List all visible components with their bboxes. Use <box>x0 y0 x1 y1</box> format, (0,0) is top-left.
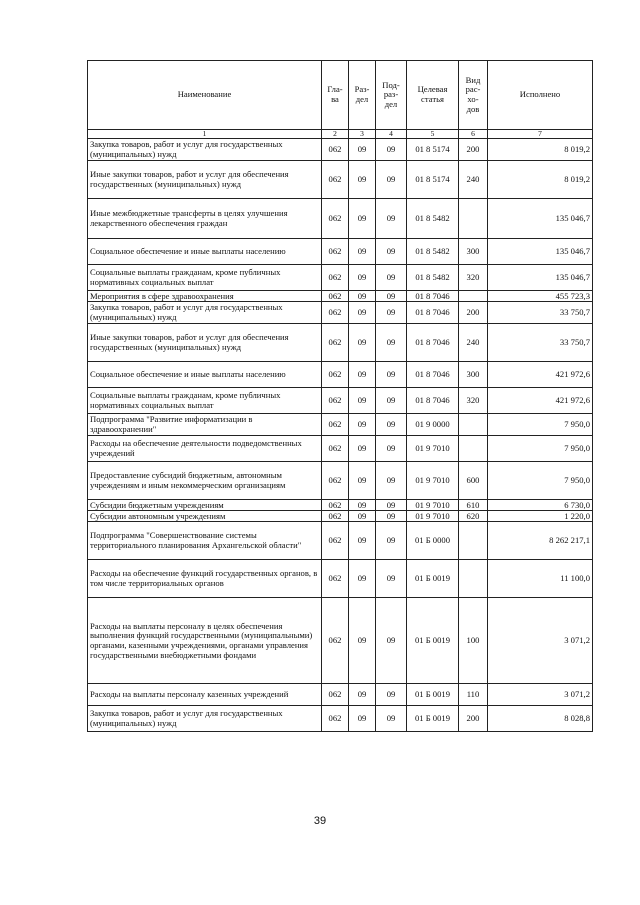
cell-ispolneno: 6 730,0 <box>488 500 593 511</box>
cell-vid: 300 <box>459 239 488 265</box>
cell-glava: 062 <box>322 706 349 732</box>
table-row <box>88 560 593 598</box>
cell-name: Иные межбюджетные трансферты в целях улучшения лекарственного обеспечения граждан <box>88 199 322 239</box>
table-row <box>88 436 593 462</box>
cell-glava: 062 <box>322 139 349 161</box>
cell-glava: 062 <box>322 199 349 239</box>
cell-name: Подпрограмма "Развитие информатизации в здравоохранении" <box>88 414 322 436</box>
table-row <box>88 324 593 362</box>
cell-celevaya: 01 8 7046 <box>407 291 459 302</box>
header-celevaya: Целевая статья <box>407 61 459 130</box>
cell-razdel: 09 <box>349 500 376 511</box>
cell-name: Предоставление субсидий бюджетным, автономным учреждениям и иным некоммерческим организациям <box>88 462 322 500</box>
cell-glava: 062 <box>322 388 349 414</box>
cell-ispolneno: 3 071,2 <box>488 598 593 684</box>
column-number: 1 <box>88 130 322 139</box>
cell-name: Закупка товаров, работ и услуг для государственных (муниципальных) нужд <box>88 139 322 161</box>
cell-razdel: 09 <box>349 598 376 684</box>
cell-podrazdel: 09 <box>376 500 407 511</box>
cell-podrazdel: 09 <box>376 239 407 265</box>
table-body <box>88 139 593 732</box>
cell-razdel: 09 <box>349 362 376 388</box>
cell-glava: 062 <box>322 500 349 511</box>
cell-ispolneno: 135 046,7 <box>488 265 593 291</box>
cell-vid: 100 <box>459 598 488 684</box>
cell-celevaya: 01 Б 0019 <box>407 560 459 598</box>
cell-ispolneno: 8 262 217,1 <box>488 522 593 560</box>
table-row <box>88 139 593 161</box>
cell-podrazdel: 09 <box>376 560 407 598</box>
header-razdel: Раз- дел <box>349 61 376 130</box>
cell-ispolneno: 11 100,0 <box>488 560 593 598</box>
table-row <box>88 414 593 436</box>
cell-podrazdel: 09 <box>376 684 407 706</box>
cell-glava: 062 <box>322 302 349 324</box>
cell-ispolneno: 3 071,2 <box>488 684 593 706</box>
table-row <box>88 462 593 500</box>
cell-razdel: 09 <box>349 388 376 414</box>
cell-name: Социальное обеспечение и иные выплаты населению <box>88 239 322 265</box>
cell-glava: 062 <box>322 684 349 706</box>
cell-vid: 200 <box>459 302 488 324</box>
cell-razdel: 09 <box>349 522 376 560</box>
column-number: 7 <box>488 130 593 139</box>
cell-glava: 062 <box>322 522 349 560</box>
cell-vid: 600 <box>459 462 488 500</box>
table-row <box>88 362 593 388</box>
cell-name: Расходы на выплаты персоналу казенных учреждений <box>88 684 322 706</box>
cell-razdel: 09 <box>349 414 376 436</box>
cell-ispolneno: 8 019,2 <box>488 161 593 199</box>
cell-celevaya: 01 Б 0019 <box>407 706 459 732</box>
cell-vid: 620 <box>459 511 488 522</box>
cell-vid <box>459 436 488 462</box>
cell-razdel: 09 <box>349 139 376 161</box>
cell-razdel: 09 <box>349 265 376 291</box>
cell-glava: 062 <box>322 598 349 684</box>
table-row <box>88 511 593 522</box>
cell-razdel: 09 <box>349 239 376 265</box>
cell-ispolneno: 7 950,0 <box>488 462 593 500</box>
cell-podrazdel: 09 <box>376 388 407 414</box>
cell-ispolneno: 33 750,7 <box>488 324 593 362</box>
column-number: 3 <box>349 130 376 139</box>
cell-celevaya: 01 Б 0000 <box>407 522 459 560</box>
cell-razdel: 09 <box>349 199 376 239</box>
cell-name: Субсидии бюджетным учреждениям <box>88 500 322 511</box>
cell-vid <box>459 199 488 239</box>
cell-celevaya: 01 8 5482 <box>407 199 459 239</box>
cell-name: Расходы на обеспечение деятельности подведомственных учреждений <box>88 436 322 462</box>
cell-podrazdel: 09 <box>376 139 407 161</box>
cell-celevaya: 01 8 7046 <box>407 302 459 324</box>
cell-ispolneno: 7 950,0 <box>488 436 593 462</box>
cell-name: Иные закупки товаров, работ и услуг для обеспечения государственных (муниципальных) нужд <box>88 161 322 199</box>
page-number: 39 <box>313 815 327 827</box>
cell-podrazdel: 09 <box>376 291 407 302</box>
cell-glava: 062 <box>322 324 349 362</box>
cell-glava: 062 <box>322 161 349 199</box>
header-glava: Гла- ва <box>322 61 349 130</box>
cell-glava: 062 <box>322 239 349 265</box>
column-number: 4 <box>376 130 407 139</box>
cell-celevaya: 01 9 7010 <box>407 500 459 511</box>
table-row <box>88 239 593 265</box>
cell-razdel: 09 <box>349 302 376 324</box>
cell-glava: 062 <box>322 362 349 388</box>
cell-name: Социальное обеспечение и иные выплаты населению <box>88 362 322 388</box>
cell-name: Подпрограмма "Совершенствование системы территориального планирования Архангельской области" <box>88 522 322 560</box>
cell-celevaya: 01 Б 0019 <box>407 598 459 684</box>
cell-ispolneno: 8 019,2 <box>488 139 593 161</box>
cell-vid: 200 <box>459 706 488 732</box>
cell-celevaya: 01 9 7010 <box>407 462 459 500</box>
cell-vid: 610 <box>459 500 488 511</box>
cell-podrazdel: 09 <box>376 598 407 684</box>
header-vid: Вид рас- хо- дов <box>459 61 488 130</box>
header-podrazdel: Под- раз- дел <box>376 61 407 130</box>
column-number: 6 <box>459 130 488 139</box>
cell-podrazdel: 09 <box>376 706 407 732</box>
cell-celevaya: 01 9 7010 <box>407 511 459 522</box>
table-row <box>88 684 593 706</box>
cell-glava: 062 <box>322 414 349 436</box>
cell-ispolneno: 8 028,8 <box>488 706 593 732</box>
table-row <box>88 598 593 684</box>
cell-celevaya: 01 8 7046 <box>407 388 459 414</box>
table-row <box>88 522 593 560</box>
cell-razdel: 09 <box>349 161 376 199</box>
cell-vid: 320 <box>459 388 488 414</box>
cell-razdel: 09 <box>349 436 376 462</box>
cell-name: Социальные выплаты гражданам, кроме публичных нормативных социальных выплат <box>88 388 322 414</box>
cell-glava: 062 <box>322 436 349 462</box>
cell-celevaya: 01 9 0000 <box>407 414 459 436</box>
cell-name: Социальные выплаты гражданам, кроме публичных нормативных социальных выплат <box>88 265 322 291</box>
cell-vid: 200 <box>459 139 488 161</box>
cell-ispolneno: 33 750,7 <box>488 302 593 324</box>
cell-podrazdel: 09 <box>376 436 407 462</box>
cell-ispolneno: 7 950,0 <box>488 414 593 436</box>
header-name: Наименование <box>88 61 322 130</box>
cell-podrazdel: 09 <box>376 414 407 436</box>
cell-podrazdel: 09 <box>376 462 407 500</box>
cell-celevaya: 01 8 5174 <box>407 161 459 199</box>
cell-razdel: 09 <box>349 684 376 706</box>
column-number: 2 <box>322 130 349 139</box>
cell-podrazdel: 09 <box>376 362 407 388</box>
cell-ispolneno: 421 972,6 <box>488 362 593 388</box>
header-ispolneno: Исполнено <box>488 61 593 130</box>
cell-podrazdel: 09 <box>376 161 407 199</box>
cell-vid: 110 <box>459 684 488 706</box>
cell-glava: 062 <box>322 265 349 291</box>
cell-glava: 062 <box>322 291 349 302</box>
cell-podrazdel: 09 <box>376 522 407 560</box>
cell-ispolneno: 421 972,6 <box>488 388 593 414</box>
cell-razdel: 09 <box>349 560 376 598</box>
cell-vid <box>459 291 488 302</box>
table-row <box>88 302 593 324</box>
cell-razdel: 09 <box>349 291 376 302</box>
cell-glava: 062 <box>322 560 349 598</box>
cell-ispolneno: 1 220,0 <box>488 511 593 522</box>
cell-razdel: 09 <box>349 324 376 362</box>
cell-name: Расходы на обеспечение функций государственных органов, в том числе территориальных органов <box>88 560 322 598</box>
cell-podrazdel: 09 <box>376 511 407 522</box>
table-row <box>88 500 593 511</box>
cell-glava: 062 <box>322 462 349 500</box>
expenditure-table <box>87 60 593 732</box>
column-number-row <box>88 130 593 139</box>
cell-podrazdel: 09 <box>376 265 407 291</box>
cell-razdel: 09 <box>349 462 376 500</box>
cell-vid: 240 <box>459 324 488 362</box>
table-row <box>88 161 593 199</box>
cell-celevaya: 01 8 5174 <box>407 139 459 161</box>
cell-podrazdel: 09 <box>376 302 407 324</box>
cell-name: Субсидии автономным учреждениям <box>88 511 322 522</box>
cell-vid: 320 <box>459 265 488 291</box>
cell-name: Закупка товаров, работ и услуг для государственных (муниципальных) нужд <box>88 706 322 732</box>
cell-name: Мероприятия в сфере здравоохранения <box>88 291 322 302</box>
table-row <box>88 265 593 291</box>
cell-vid: 300 <box>459 362 488 388</box>
cell-ispolneno: 135 046,7 <box>488 239 593 265</box>
cell-vid <box>459 414 488 436</box>
cell-vid <box>459 560 488 598</box>
cell-ispolneno: 135 046,7 <box>488 199 593 239</box>
cell-name: Иные закупки товаров, работ и услуг для обеспечения государственных (муниципальных) нужд <box>88 324 322 362</box>
cell-celevaya: 01 8 7046 <box>407 362 459 388</box>
column-number: 5 <box>407 130 459 139</box>
cell-celevaya: 01 Б 0019 <box>407 684 459 706</box>
table-row <box>88 291 593 302</box>
table-row <box>88 706 593 732</box>
table-row <box>88 388 593 414</box>
cell-ispolneno: 455 723,3 <box>488 291 593 302</box>
cell-razdel: 09 <box>349 706 376 732</box>
cell-celevaya: 01 9 7010 <box>407 436 459 462</box>
cell-vid: 240 <box>459 161 488 199</box>
cell-celevaya: 01 8 5482 <box>407 239 459 265</box>
cell-glava: 062 <box>322 511 349 522</box>
cell-name: Закупка товаров, работ и услуг для государственных (муниципальных) нужд <box>88 302 322 324</box>
cell-podrazdel: 09 <box>376 324 407 362</box>
cell-celevaya: 01 8 5482 <box>407 265 459 291</box>
cell-name: Расходы на выплаты персоналу в целях обеспечения выполнения функций государственными (муниципальными) органами, казенными учреждениями, органами управления государственными внебюджетными фондами <box>88 598 322 684</box>
table-header-row <box>88 61 593 130</box>
cell-celevaya: 01 8 7046 <box>407 324 459 362</box>
cell-podrazdel: 09 <box>376 199 407 239</box>
cell-razdel: 09 <box>349 511 376 522</box>
table-row <box>88 199 593 239</box>
cell-vid <box>459 522 488 560</box>
